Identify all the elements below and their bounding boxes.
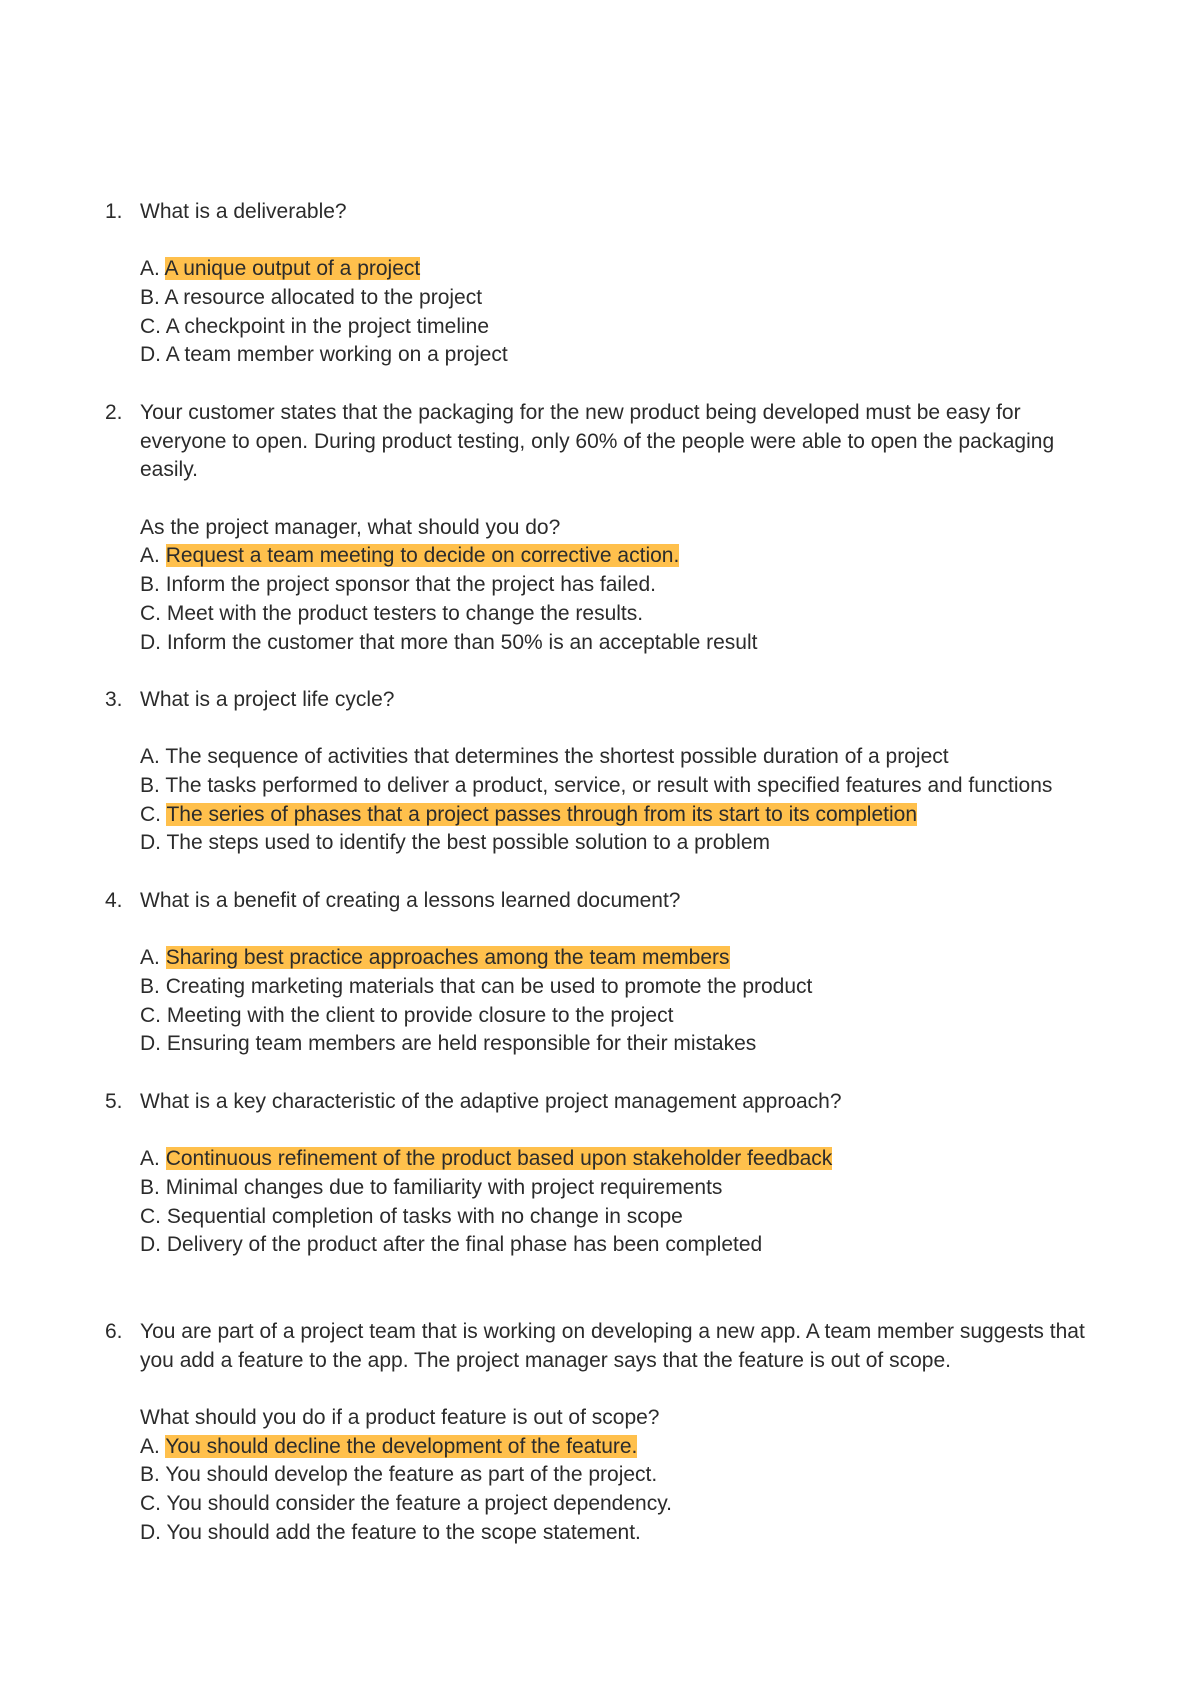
option-c: C. Meet with the product testers to change the results.: [140, 601, 644, 625]
option-a: A. A unique output of a project: [140, 257, 421, 281]
option-a: A. The sequence of activities that determines the shortest possible duration of a project: [140, 745, 949, 769]
question-stem: What is a benefit of creating a lessons learned document?: [140, 889, 681, 912]
question-number: 6.: [105, 1320, 123, 1343]
question-body: [140, 399, 1140, 657]
correct-answer-highlight: You should decline the development of the feature.: [165, 1434, 638, 1458]
correct-answer-highlight: A unique output of a project: [164, 257, 421, 281]
correct-answer-highlight: The series of phases that a project passes through from its start to its completion: [166, 802, 917, 826]
question-number: 2.: [105, 401, 123, 424]
option-b: B. You should develop the feature as part of the project.: [140, 1463, 658, 1487]
question-number: 5.: [105, 1090, 123, 1113]
option-a: A. You should decline the development of the feature.: [140, 1434, 638, 1458]
option-c: C. Meeting with the client to provide closure to the project: [140, 1003, 674, 1027]
correct-answer-highlight: Continuous refinement of the product based upon stakeholder feedback: [165, 1147, 833, 1171]
question-number: 1.: [105, 200, 123, 223]
option-d: D. Ensuring team members are held responsible for their mistakes: [140, 1032, 757, 1056]
correct-answer-highlight: Sharing best practice approaches among the team members: [165, 946, 730, 970]
option-d: D. Inform the customer that more than 50% is an acceptable result: [140, 630, 758, 654]
option-d: D. A team member working on a project: [140, 343, 508, 367]
question-prompt: What should you do if a product feature is out of scope?: [140, 1406, 660, 1430]
option-d: D. Delivery of the product after the final phase has been completed: [140, 1233, 763, 1257]
option-a: A. Continuous refinement of the product based upon stakeholder feedback: [140, 1147, 833, 1171]
option-d: D. You should add the feature to the scope statement.: [140, 1520, 641, 1544]
correct-answer-highlight: Request a team meeting to decide on corrective action.: [165, 544, 680, 568]
option-a: A. Sharing best practice approaches among the team members: [140, 946, 730, 970]
question-stem: you add a feature to the app. The project manager says that the feature is out of scope.: [140, 1348, 951, 1372]
question-stem: easily.: [140, 458, 198, 482]
question-body: [140, 686, 1140, 858]
question-body: [140, 1318, 1140, 1548]
option-c: C. A checkpoint in the project timeline: [140, 314, 490, 338]
option-c: C. The series of phases that a project passes through from its start to its completion: [140, 802, 917, 826]
option-c: C. You should consider the feature a project dependency.: [140, 1492, 672, 1516]
option-b: B. Minimal changes due to familiarity with project requirements: [140, 1176, 723, 1200]
question-body: [140, 1088, 1140, 1260]
question-body: [140, 198, 1140, 370]
question-stem: You are part of a project team that is working on developing a new app. A team member suggests that: [140, 1320, 1085, 1343]
option-b: B. A resource allocated to the project: [140, 286, 483, 310]
question-stem: everyone to open. During product testing, only 60% of the people were able to open the packaging: [140, 429, 1055, 453]
option-a: A. Request a team meeting to decide on corrective action.: [140, 544, 680, 568]
question-number: 3.: [105, 688, 123, 711]
question-stem: What is a deliverable?: [140, 200, 347, 223]
question-stem: What is a project life cycle?: [140, 688, 395, 711]
option-b: B. Inform the project sponsor that the project has failed.: [140, 573, 656, 597]
option-c: C. Sequential completion of tasks with no change in scope: [140, 1204, 683, 1228]
question-stem: Your customer states that the packaging for the new product being developed must be easy for: [140, 401, 1021, 424]
question-prompt: As the project manager, what should you do?: [140, 515, 561, 539]
option-b: B. Creating marketing materials that can be used to promote the product: [140, 975, 813, 999]
question-stem: What is a key characteristic of the adaptive project management approach?: [140, 1090, 842, 1113]
question-number: 4.: [105, 889, 123, 912]
option-d: D. The steps used to identify the best possible solution to a problem: [140, 831, 770, 855]
option-b: B. The tasks performed to deliver a product, service, or result with specified features and functions: [140, 774, 1053, 798]
question-body: [140, 887, 1140, 1059]
